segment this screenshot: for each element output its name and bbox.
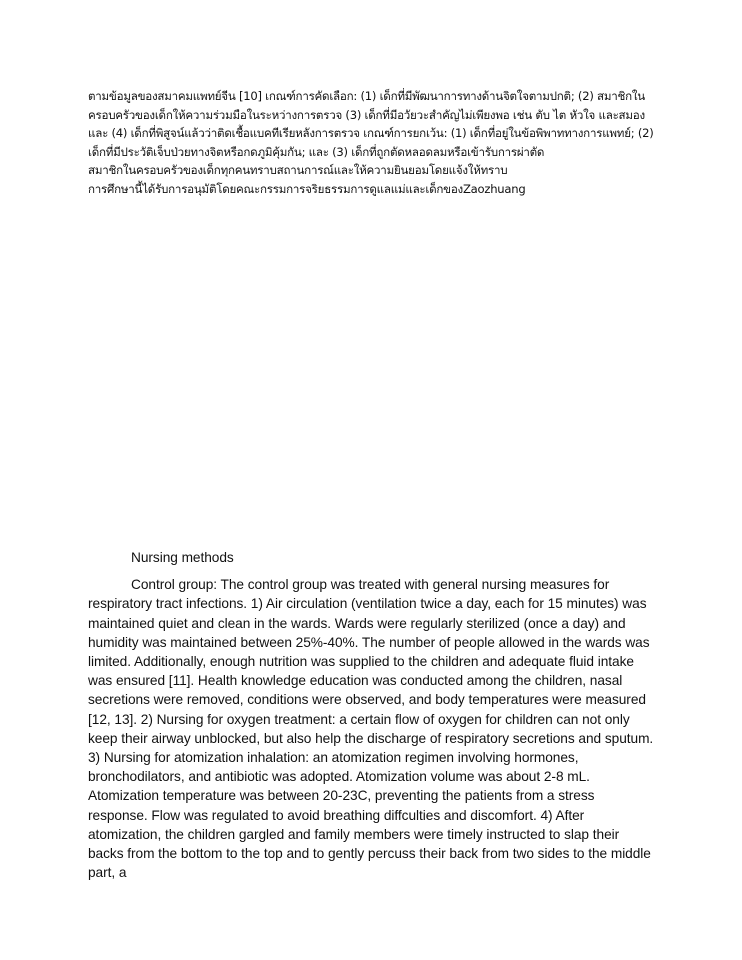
body-paragraph: Control group: The control group was treated with general nursing measures for respiratory tract infections. 1) Air circulation (ventilation twice a day, each for 15 minutes) was maintained quiet and clean in the wards. Wards were regularly sterilized (once a day) and humidity was maintained between 25%-40%. The number of people allowed in the wards was limited. Additionally, enough nutrition was supplied to the children and adequate fluid intake was ensured [11]. Health knowledge education was conducted among the children, nasal secretions were removed, conditions were observed, and body temperatures were measured [12, 13]. 2) Nursing for oxygen treatment: a certain flow of oxygen for children can not only keep their airway unblocked, but also help the discharge of respiratory secretions and sputum. 3) Nursing for atomization inhalation: an atomization regimen involving hormones, bronchodilators, and antibiotic was adopted. Atomization volume was about 2-8 mL. Atomization temperature was between 20-23C, preventing the patients from a stress response. Flow was regulated to avoid breathing diffculties and discomfort. 4) After atomization, the children gargled and family members were timely instructed to slap their backs from the bottom to the top and to gently percuss their back from two sides to the middle part, a (88, 577, 654, 881)
consent-paragraph: สมาชิกในครอบครัวของเด็กทุกคนทราบสถานการณ์และให้ความยินยอมโดยแจ้งให้ทราบ (88, 163, 508, 178)
english-section (88, 548, 654, 882)
criteria-paragraph: ตามข้อมูลของสมาคมแพทย์จีน [10] เกณฑ์การคัดเลือก: (1) เด็กที่มีพัฒนาการทางด้านจิตใจตามปกติ; (2) สมาชิกในครอบครัวของเด็กให้ความร่วมมือในระหว่างการตรวจ (3) เด็กที่มีอวัยวะสำคัญไม่เพียงพอ เช่น ตับ ไต หัวใจ และสมอง และ (4) เด็กที่พิสูจน์แล้วว่าติดเชื้อแบคทีเรียหลังการตรวจ เกณฑ์การยกเว้น: (1) เด็กที่อยู่ในข้อพิพาททางการแพทย์; (2) เด็กที่มีประวัติเจ็บป่วยทางจิตหรือกดภูมิคุ้มกัน; และ (3) เด็กที่ถูกตัดหลอดลมหรือเข้ารับการผ่าตัด (88, 89, 654, 159)
thai-section (88, 87, 654, 199)
approval-paragraph: การศึกษานี้ได้รับการอนุมัติโดยคณะกรรมการจริยธรรมการดูแลแม่และเด็กของZaozhuang (88, 181, 526, 196)
section-heading: Nursing methods (131, 550, 234, 565)
